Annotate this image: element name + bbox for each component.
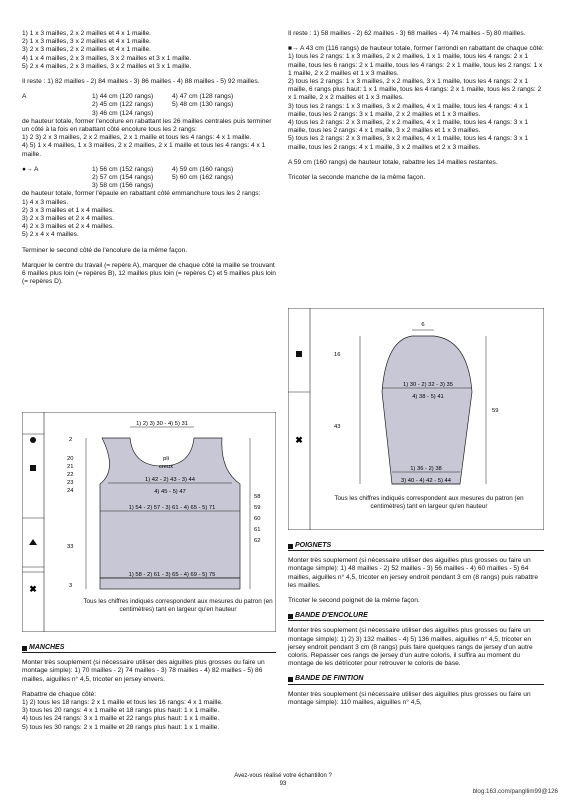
manches-text: Monter très souplement (si nécessaire utiliser des aiguilles plus grosses ou faire un montage simple): 1) 70 mailles - 2) 74 mailles - 3) 78 mailles - 4) 82 mailles - 5) 86 mailles, aiguilles n° 4,5, tricoter en jersey envers. (22, 659, 265, 683)
creux-label: creux (158, 464, 174, 470)
poignets-second: Tricoter le second poignet de la même façon. (288, 597, 420, 605)
left-column (22, 30, 276, 293)
dim-right: 60 (254, 516, 261, 522)
rabattre-label: Rabattre de chaque côté: (22, 690, 97, 698)
poignets-text: Monter très souplement (si nécessaire utiliser des aiguilles plus grosses ou faire un montage simple): 1) 48 mailles - 2) 52 mailles - 3) 56 mailles - 4) 60 mailles - 5) 64 mailles, aiguilles n° 4,5, tricoter en jersey endroit pendant 3 cm (8 rangs) puis rabattre les mailles. (288, 557, 539, 589)
body-pattern-diagram (22, 412, 276, 632)
watermark: blog.163.com/pangllim99@126 (472, 788, 558, 795)
list-line: 5) 2 x 4 x 4 mailles. (22, 231, 79, 239)
dim-r3: 1) 36 - 2) 38 (410, 466, 442, 472)
list-line: 3) tous les 20 rangs: 4 x 1 maille et 18 rangs plus haut: 1 x 1 maille. (22, 707, 220, 715)
list-line: 4) tous les 2 rangs: 2 x 3 mailles, 2 x 2 mailles, 4 x 1 maille, tous les 4 rangs: 3 x 1 maille, tous les 2 rangs: 4 x 1 maille, 3 x 2 mailles et 1 x 3 mailles. (288, 119, 529, 135)
encolure-line: 4) 5) 1 x 4 mailles, 1 x 3 mailles, 2 x 2 mailles, 2 x 1 maille et tous les 4 rangs: 4 x 1 maille. (22, 142, 266, 158)
tricoter-paragraph: Tricoter la seconde manche de la même façon. (288, 174, 426, 182)
dim-left: 24 (67, 488, 74, 494)
sleeve-pattern-diagram (288, 308, 544, 530)
arrondi-list (288, 53, 544, 151)
grid-cell: 4) 59 cm (160 rangs) (172, 165, 234, 173)
dim-r4: 1) 58 - 2) 61 - 3) 65 - 4) 69 - 5) 75 (128, 572, 216, 578)
grid-cell: 2) 57 cm (154 rangs) (92, 174, 154, 182)
list-line: 3) 2 x 3 mailles et 2 x 4 mailles. (22, 215, 114, 223)
dim-r1: 1) 30 - 2) 32 - 3) 35 (403, 382, 453, 388)
dim-right: 59 (254, 505, 261, 511)
dim-r1: 1) 42 - 2) 43 - 3) 44 (145, 477, 195, 483)
list-line: 4) 1 x 4 mailles, 2 x 3 mailles, 3 x 2 mailles et 3 x 1 maille. (22, 54, 192, 62)
dim-43: 43 (334, 424, 341, 430)
dim-r3: 1) 54 - 2) 57 - 3) 61 - 4) 65 - 5) 71 (128, 505, 216, 511)
encolure-title: BANDE D'ENCOLURE (295, 612, 368, 620)
list-line: 1) 4 x 3 mailles. (22, 198, 69, 206)
list-line: 4) 2 x 3 mailles et 2 x 4 mailles. (22, 223, 114, 231)
list-line: 3) 2 x 3 mailles, 2 x 2 mailles et 4 x 1 maille. (22, 46, 151, 54)
dim-top: 1) 2) 3) 30 - 4) 5) 31 (136, 421, 188, 427)
right-lower-sections (288, 536, 544, 714)
reste-paragraph: Il reste : 1) 82 mailles - 2) 84 mailles - 3) 86 mailles - 4) 88 mailles - 5) 92 mailles. (22, 78, 260, 86)
cross-marker-icon: ✖ (295, 435, 303, 445)
grid-cell: 5) 48 cm (130 rangs) (172, 101, 234, 109)
section-heading (288, 612, 544, 621)
section-heading (22, 644, 276, 653)
arrondi-paragraph: ■→ A 43 cm (116 rangs) de hauteur totale, former l'arrondi en rabattant de chaque côté: (288, 45, 544, 53)
dim-16: 16 (334, 352, 341, 358)
finition-title: BANDE DE FINITION (295, 675, 364, 683)
list-line: 5) tous les 30 rangs: 2 x 1 maille et 28 rangs plus haut: 1 x 1 maille. (22, 723, 220, 731)
dim-left: 3 (69, 583, 73, 589)
a59-paragraph: A 59 cm (160 rangs) de hauteur totale, rabattre les 14 mailles restantes. (288, 158, 498, 166)
dim-r2: 4) 38 - 5) 41 (412, 394, 444, 400)
cross-marker-icon: ✖ (29, 584, 37, 594)
epaule-paragraph: de hauteur totale, former l'épaule en rabattant côté emmanchure tous les 2 rangs: (22, 190, 261, 198)
list-line: 1) 2) tous les 18 rangs: 2 x 1 maille et tous les 16 rangs: 4 x 1 maille. (22, 699, 223, 707)
diagram-caption: Tous les chiffres indiqués correspondent aux mesures du patron (en centimètres) tant en largeur qu'en hauteur (334, 495, 524, 510)
dim-left: 20 (67, 456, 74, 462)
finition-text: Monter très souplement (si nécessaire utiliser des aiguilles plus grosses ou faire un montage simple): 110 mailles, aiguilles n° 4,5, (288, 690, 531, 706)
dim-r2: 4) 45 - 5) 47 (154, 489, 186, 495)
list-line: 5) tous les 2 rangs: 2 x 3 mailles, 3 x 2 mailles, 4 x 1 maille, tous les 4 rangs: 3 x 1 maille, tous les 2 rangs: 4 x 1 maille, 3 x 2 mailles et 2 x 3 mailles. (288, 135, 529, 151)
epaule-list (22, 199, 276, 240)
section-heading (288, 675, 544, 684)
list-line: 1) tous les 2 rangs: 1 x 3 mailles, 2 x 2 mailles, 1 x 1 maille, tous les 4 rangs: 2 x 1 maille, tous les 6 rangs: 2 x 1 maille, tous les 4 rangs: 2 x 1 maille, tous les 2 rangs: 1 x 1 maille, 2 x 2 mailles et 1 x 3 mailles. (288, 53, 543, 77)
dim-r4: 3) 40 - 4) 42 - 5) 44 (401, 478, 451, 484)
dim-left: 23 (67, 480, 74, 486)
terminer-paragraph: Terminer le second côté de l'encolure de la même façon. (22, 246, 188, 254)
circle-marker-icon (30, 437, 36, 443)
decrease-list-1 (22, 30, 276, 71)
manches-section (22, 638, 276, 732)
a-marker: A (22, 93, 27, 101)
dim-right: 61 (254, 527, 261, 533)
dim-left: 2 (69, 437, 73, 443)
dim-59: 59 (492, 408, 499, 414)
grid-cell: 5) 60 cm (162 rangs) (172, 174, 234, 182)
grid-cell: 3) 46 cm (124 rangs) (92, 109, 154, 117)
list-line: 2) 3 x 3 mailles et 1 x 4 mailles. (22, 206, 114, 214)
encolure-line: 1) 2 3) 2 x 3 mailles, 2 x 2 mailles, 2 x 1 maille et tous les 4 rangs: 4 x 1 maille. (22, 134, 252, 142)
dim-left: 33 (67, 544, 74, 550)
manches-list (22, 699, 276, 732)
pli-label: pli (163, 456, 169, 462)
marquer-paragraph: Marquer le centre du travail (= repère A), marquer de chaque côté la maille se trouvant 6 mailles plus loin (= repères B), 12 mailles plus loin (= repères C) et 5 mailles plus loin (= repères D). (22, 261, 276, 286)
diagram-caption: Tous les chiffres indiqués correspondent aux mesures du patron (en centimètres) tant en largeur qu'en hauteur (83, 598, 273, 613)
list-line: 5) 2 x 4 mailles, 2 x 3 mailles, 3 x 2 mailles et 3 x 1 maille. (22, 62, 192, 70)
encolure-text: Monter très souplement (si nécessaire utiliser des aiguilles plus grosses ou faire un montage simple): 1) 2) 3) 132 mailles - 4) 5) 136 mailles, aiguilles n° 4,5, tricoter en jersey endroit pendant 3 cm (8 rangs) puis faire quelques rangs de jersey d'un autre coloris. Repasser ces rangs de jersey d'un autre coloris, il suffira au moment du montage de les détricoter pour retrouver le coloris de base. (288, 627, 533, 668)
reste-paragraph: Il reste : 1) 58 mailles - 2) 62 mailles - 3) 68 mailles - 4) 74 mailles - 5) 80 mailles. (288, 30, 526, 37)
dim-right: 62 (254, 538, 261, 544)
encolure-paragraph: de hauteur totale, former l'encolure en rabattant les 26 mailles centrales puis terminer un côté à la fois en rabattant côté encolure tous les 2 rangs: (22, 117, 272, 134)
dim-left: 21 (67, 464, 74, 470)
poignets-title: POIGNETS (295, 542, 332, 549)
dim-six: 6 (421, 322, 425, 328)
section-heading (288, 542, 544, 551)
square-marker-icon (30, 465, 36, 471)
grid-cell: 1) 56 cm (152 rangs) (92, 165, 154, 173)
list-line: 2) 1 x 3 mailles, 3 x 2 mailles et 4 x 1 maille. (22, 38, 151, 46)
triangle-marker-icon (29, 539, 37, 545)
section-square-icon (288, 614, 293, 619)
section-square-icon (288, 544, 293, 549)
b-measure-grid (22, 166, 276, 191)
dim-right: 58 (254, 494, 261, 500)
footer-question: Avez-vous réalisé votre échantillon ? (234, 773, 332, 779)
a-measure-grid (22, 93, 276, 118)
grid-cell: 2) 45 cm (122 rangs) (92, 101, 154, 109)
grid-cell: 3) 58 cm (156 rangs) (92, 182, 154, 190)
grid-cell: 1) 44 cm (120 rangs) (92, 93, 154, 101)
list-line: 4) tous les 24 rangs: 3 x 1 maille et 22 rangs plus haut: 1 x 1 maille. (22, 715, 220, 723)
square-marker-icon (296, 351, 302, 357)
page-number: 93 (279, 781, 287, 787)
manches-title: MANCHES (29, 644, 65, 651)
grid-cell: 4) 47 cm (128 rangs) (172, 93, 234, 101)
section-square-icon (22, 646, 27, 651)
b-marker: ●→ A (22, 165, 39, 173)
list-line: 2) tous les 2 rangs: 1 x 3 mailles, 2 x 2 mailles, 3 x 1 maille, tous les 4 rangs: 2 x 1 maille, 6 rangs plus haut: 1 x 1 maille, tous les 4 rangs: 2 x 1 maille, tous les 2 rangs: 2 x 1 maille, 2 x 2 mailles et 1 x 3 mailles. (288, 78, 542, 102)
list-line: 1) 1 x 3 mailles, 2 x 2 mailles et 4 x 1 maille. (22, 30, 151, 37)
list-line: 3) tous les 2 rangs: 1 x 3 mailles, 3 x 2 mailles, 4 x 1 maille, tous les 4 rangs: 4 x 1 maille, tous les 2 rangs: 3 x 1 maille, 2 x 2 mailles et 1 x 3 mailles. (288, 102, 529, 118)
dim-left: 22 (67, 472, 74, 478)
section-square-icon (288, 677, 293, 682)
right-column (288, 30, 544, 189)
